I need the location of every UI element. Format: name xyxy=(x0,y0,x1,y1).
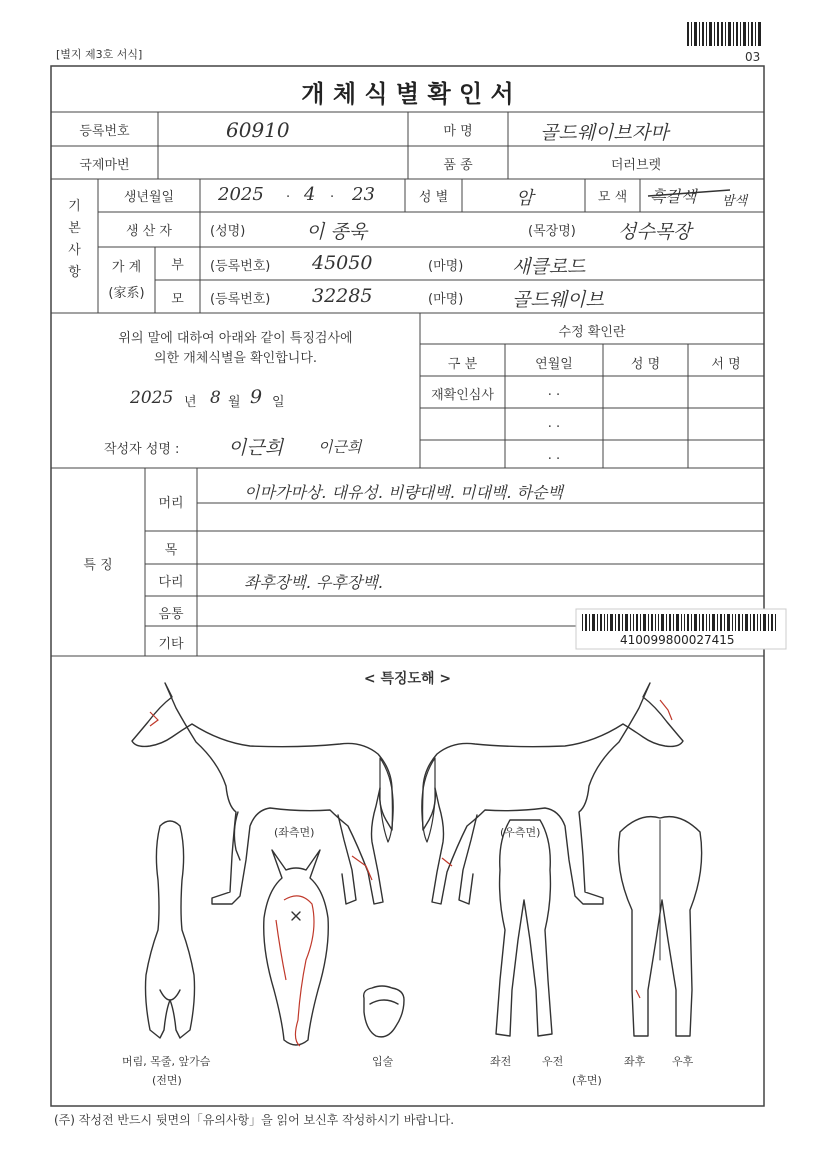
farm-name: 성수목장 xyxy=(618,221,692,243)
breeder-name-prefix: (성명) xyxy=(210,224,246,239)
revision-row-date: . . xyxy=(547,448,561,463)
breed-value: 더러브렛 xyxy=(610,158,662,173)
legs-value: 좌후장백. 우후장백. xyxy=(244,573,383,592)
revision-title: 수정 확인란 xyxy=(558,325,626,340)
sticker-barcode xyxy=(582,614,776,631)
page-title: 개 체 식 별 확 인 서 xyxy=(301,80,514,108)
farm-prefix: (목장명) xyxy=(528,224,576,239)
hind-view xyxy=(619,817,702,1036)
birth-label: 생년월일 xyxy=(123,190,175,205)
neck-label: 목 xyxy=(164,543,178,558)
author-name: 이근희 xyxy=(228,437,284,459)
color-value: 밤색 xyxy=(722,194,748,209)
birth-year: 2025 xyxy=(218,184,264,205)
author-label: 작성자 성명 : xyxy=(104,442,180,457)
sire-name-prefix: (마명) xyxy=(428,259,464,274)
left-side-horse xyxy=(132,683,393,904)
dam-name-prefix: (마명) xyxy=(428,292,464,307)
front-caption: 머림, 목줄, 앞가슴 xyxy=(122,1055,211,1068)
color-struck: 흑갈색 xyxy=(650,187,697,206)
right-side-label: (우측면) xyxy=(500,826,541,839)
breed-label: 품 종 xyxy=(443,158,473,173)
confirm-day: 9 xyxy=(250,386,263,408)
diagram-title: < 특징도해 > xyxy=(363,671,452,687)
birth-month: 4 xyxy=(304,184,316,205)
confirm-year-label: 년 xyxy=(184,395,197,410)
sire-reg: 45050 xyxy=(312,252,373,274)
other-label: 기타 xyxy=(158,637,184,652)
author-signature: 이근희 xyxy=(318,438,362,456)
sex-value: 암 xyxy=(516,188,534,209)
head-front-view xyxy=(264,850,329,1045)
birth-day: 23 xyxy=(352,184,375,205)
dam-reg: 32285 xyxy=(312,285,373,307)
lip-view xyxy=(364,986,404,1037)
front-neck-view xyxy=(146,821,195,1038)
left-hind-label: 좌후 xyxy=(624,1055,646,1068)
head-value: 이마가마상. 대유성. 비량대백. 미대백. 하순백 xyxy=(244,483,563,502)
statement-line-2: 의한 개체식별을 확인합니다. xyxy=(153,351,318,366)
footer-note: (주) 작성전 반드시 뒷면의「유의사항」을 읽어 보신후 작성하시기 바랍니다. xyxy=(54,1113,455,1127)
sire-label: 부 xyxy=(171,258,184,273)
statement-line-1: 위의 말에 대하여 아래와 같이 특징검사에 xyxy=(118,331,353,346)
basic-section-label: 기본사항 xyxy=(68,199,81,280)
intl-name-label: 국제마번 xyxy=(79,158,130,173)
revision-header-type: 구 분 xyxy=(447,357,478,372)
sire-name: 새클로드 xyxy=(512,256,586,278)
fore-legs-view xyxy=(496,820,552,1036)
pedigree-hanja: (家系) xyxy=(108,286,145,301)
body-label: 음통 xyxy=(158,607,184,622)
revision-row-type: 재확인심사 xyxy=(431,388,494,403)
lip-label: 입술 xyxy=(372,1055,394,1068)
revision-header-name: 성 명 xyxy=(630,357,661,372)
dam-label: 모 xyxy=(171,292,184,307)
head-label: 머리 xyxy=(158,496,184,511)
form-number: [별지 제3호 서식] xyxy=(56,48,143,61)
revision-row-date: . . xyxy=(547,384,561,399)
horse-name-label: 마 명 xyxy=(443,124,473,139)
confirm-year: 2025 xyxy=(130,388,174,408)
sire-reg-prefix: (등록번호) xyxy=(210,259,271,274)
dam-reg-prefix: (등록번호) xyxy=(210,292,271,307)
features-section-label: 특 징 xyxy=(83,558,113,573)
color-label: 모 색 xyxy=(597,190,628,205)
revision-header-date: 연월일 xyxy=(535,357,573,372)
legs-label: 다리 xyxy=(158,575,184,590)
right-fore-label: 우전 xyxy=(542,1055,564,1068)
left-fore-label: 좌전 xyxy=(490,1055,512,1068)
right-hind-label: 우후 xyxy=(672,1055,694,1068)
front-view-label: (전면) xyxy=(152,1074,182,1087)
confirm-month-label: 월 xyxy=(228,395,241,410)
reg-no-label: 등록번호 xyxy=(79,124,130,139)
revision-row-date: . . xyxy=(547,416,561,431)
horse-name-value: 골드웨이브자마 xyxy=(540,122,669,144)
revision-header-sign: 서 명 xyxy=(711,357,741,372)
confirm-day-label: 일 xyxy=(272,395,285,410)
left-side-label: (좌측면) xyxy=(274,826,315,839)
dam-name: 골드웨이브 xyxy=(512,289,604,311)
sex-label: 성 별 xyxy=(418,190,449,205)
barcode-number: 410099800027415 xyxy=(620,633,735,647)
confirm-month: 8 xyxy=(210,388,221,408)
top-barcode xyxy=(687,22,761,46)
rear-view-label: (후면) xyxy=(572,1074,602,1087)
pedigree-label: 가 계 xyxy=(111,260,142,275)
reg-no-value: 60910 xyxy=(226,118,290,142)
breeder-label: 생 산 자 xyxy=(126,224,172,239)
right-side-horse xyxy=(422,683,683,904)
page-code: 03 xyxy=(745,50,761,64)
breeder-name: 이 종욱 xyxy=(306,221,368,243)
